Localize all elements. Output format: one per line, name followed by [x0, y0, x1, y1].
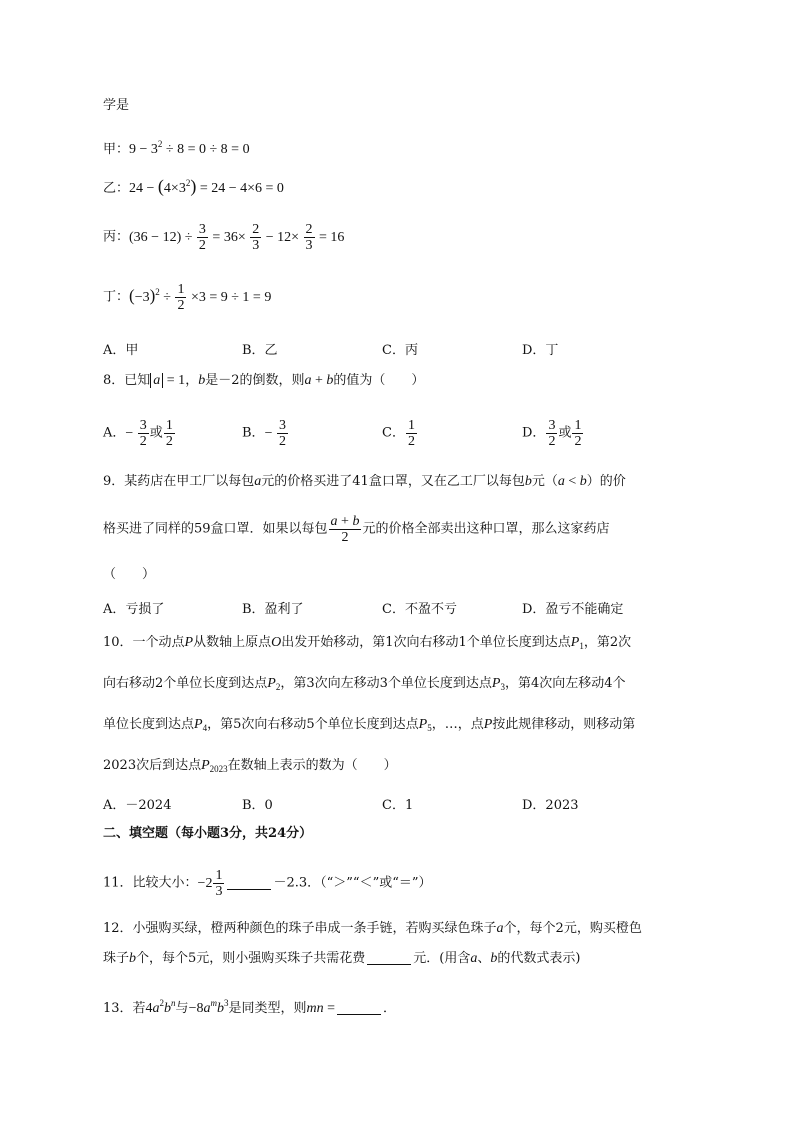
answer-blank[interactable] [337, 1000, 381, 1015]
question-8: 8．已知 a = 1，b是－2的倒数，则a + b的值为（ ） [103, 373, 425, 388]
q7-ding-line: 丁：$(-3)^2$ ÷ $\frac{1}{2}$ ×3 = 9 ÷ 1 = 9 [103, 282, 272, 313]
question-9-line1: 9．某药店在甲工厂以每包a元的价格买进了41盒口罩，又在乙工厂以每包b元（a < b）的价 [103, 474, 626, 489]
question-13: 13．若$4a^2b^n$与$-8a^mb^3$是同类型，则mn = ． [103, 998, 397, 1016]
q10-option-a: A．－2024 [103, 798, 172, 813]
answer-blank[interactable] [367, 950, 411, 965]
question-12-line2: 珠子b个，每个5元，则小强购买珠子共需花费 元．(用含a、b的代数式表示) [103, 951, 581, 966]
question-11: 11．比较大小：−2 $\frac{1}{3}$ －2.3．（“＞”“＜”或“＝”） [103, 868, 432, 899]
q7-option-c: C．丙 [382, 343, 418, 358]
q9-option-d: D．盈亏不能确定 [522, 602, 624, 617]
question-9-line2: 格买进了同样的59盒口罩．如果以每包 $\frac{a + b}{2}$ 元的价格全部卖出这种口罩，那么这家药店 [103, 514, 610, 545]
question-10-line3: 单位长度到达点$P_4$，第5次向右移动5个单位长度到达点$P_5$，…，点P按此规律移动，则移动第 [103, 717, 636, 733]
question-9-line3: （ ） [103, 567, 156, 582]
q9-option-b: B．盈利了 [242, 602, 304, 617]
q7-jia-line: 甲：$9 - 3^2 \div 8 = 0 \div 8 = 0$ [103, 139, 250, 157]
q8-option-b: B．− $\frac{3}{2}$ [242, 418, 286, 449]
q9-option-c: C．不盈不亏 [382, 602, 457, 617]
q9-option-a: A．亏损了 [103, 602, 165, 617]
continuation-text: 学是 [103, 98, 130, 113]
q10-option-c: C．1 [382, 798, 414, 813]
q8-option-c: C． $\frac{1}{2}$ [382, 418, 415, 449]
question-10-line4: 2023次后到达点$P_{2023}$在数轴上表示的数为（ ） [103, 758, 397, 774]
q7-yi-line: 乙：$24 - (4\times 3^2) = 24 - 4\times 6 = 0$ [103, 176, 284, 196]
q8-option-d: D． $\frac{3}{2}$ 或 $\frac{1}{2}$ [522, 418, 582, 449]
q8-option-a: A．− $\frac{3}{2}$ 或 $\frac{1}{2}$ [103, 418, 173, 449]
q7-option-b: B．乙 [242, 343, 278, 358]
section-heading-fill-in: 二、填空题（每小题3分，共24分） [103, 826, 313, 841]
answer-blank[interactable] [227, 875, 271, 890]
question-10-line1: 10．一个动点P从数轴上原点O出发开始移动，第1次向右移动1个单位长度到达点$P_1$，第2次 [103, 635, 632, 651]
question-12-line1: 12．小强购买绿，橙两种颜色的珠子串成一条手链，若购买绿色珠子a个，每个2元，购买橙色 [103, 921, 642, 936]
q7-option-d: D．丁 [522, 343, 559, 358]
q10-option-b: B．0 [242, 798, 273, 813]
q7-bing-line: 丙：(36 − 12) ÷ $\frac{3}{2}$ = 36× $\frac{2}{3}$ − 12× $\frac{2}{3}$ = 16 [103, 222, 345, 253]
q10-option-d: D．2023 [522, 798, 579, 813]
question-10-line2: 向右移动2个单位长度到达点$P_2$，第3次向左移动3个单位长度到达点$P_3$，第4次向左移动4个 [103, 676, 626, 692]
q7-option-a: A．甲 [103, 343, 139, 358]
